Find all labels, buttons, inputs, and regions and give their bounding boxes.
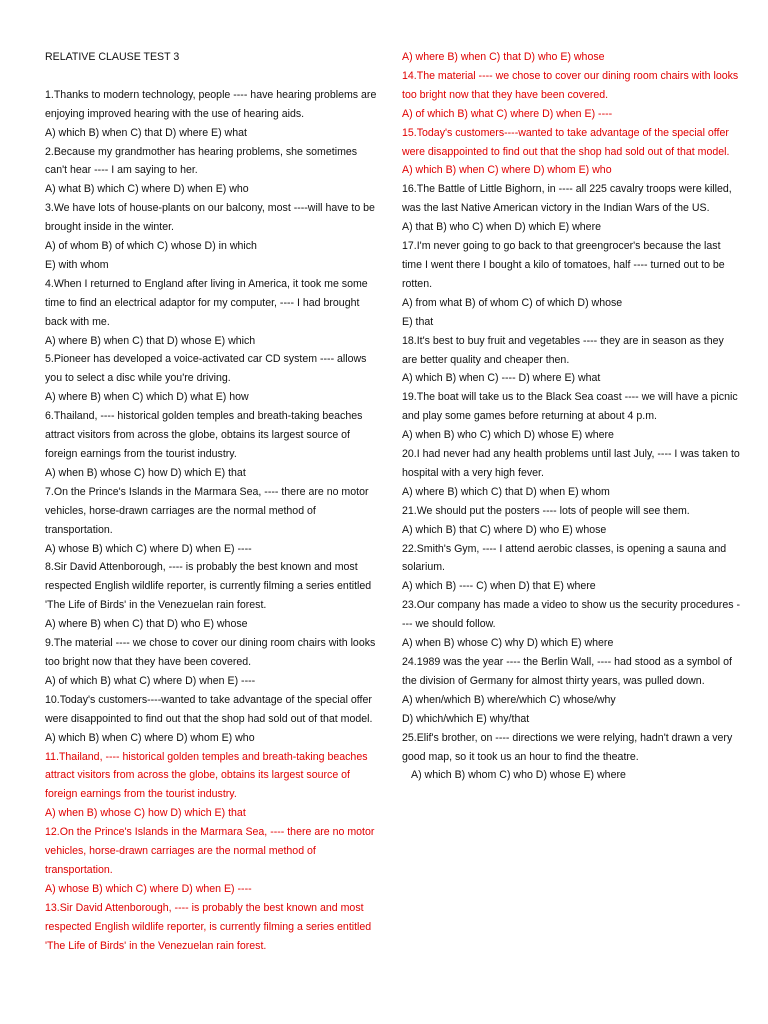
answer-options: A) of whom B) of which C) whose D) in which: [45, 240, 257, 253]
answer-options: A) which B) whom C) who D) whose E) where: [411, 769, 626, 782]
question-text: 4.When I returned to England after living in America, it took me some time to find an electrical adaptor for my computer, ---- I had brought back with me.: [45, 277, 368, 328]
answer-options: A) from what B) of whom C) of which D) whose: [402, 296, 623, 309]
answer-options: A) when B) whose C) how D) which E) that: [45, 466, 246, 479]
question-text: 15.Today's customers----wanted to take advantage of the special offer were disappointed to find out that the shop had sold out of that model.: [402, 126, 730, 158]
question-text: 7.On the Prince's Islands in the Marmara Sea, ---- there are no motor vehicles, horse-drawn carriages are the normal method of transportation.: [45, 485, 369, 536]
answer-options: A) whose B) which C) where D) when E) ----: [45, 882, 252, 895]
answer-options: A) which B) when C) that D) where E) what: [45, 126, 247, 139]
answer-options: A) which B) that C) where D) who E) whose: [402, 523, 607, 536]
answer-options: A) whose B) which C) where D) when E) ----: [45, 542, 252, 555]
question-text: 19.The boat will take us to the Black Sea coast ---- we will have a picnic and play some games before returning at about 4 p.m.: [402, 391, 738, 423]
page-title: RELATIVE CLAUSE TEST 3: [45, 51, 180, 63]
question-text: 12.On the Prince's Islands in the Marmara Sea, ---- there are no motor vehicles, horse-drawn carriages are the normal method of transportation.: [45, 826, 375, 876]
answer-options: D) which/which E) why/that: [402, 712, 530, 725]
question-text: 17.I'm never going to go back to that greengrocer's because the last time I went there I bought a kilo of tomatoes, half ---- turned out to be rotten.: [402, 240, 725, 290]
question-text: 16.The Battle of Little Bighorn, in ---- all 225 cavalry troops were killed, was the last Native American victory in the Indian Wars of the US.: [402, 183, 732, 215]
question-text: 20.I had never had any health problems until last July, ---- I was taken to hospital with a very high fever.: [402, 448, 740, 479]
question-text: 23.Our company has made a video to show us the security procedures ---- we should follow.: [402, 599, 740, 631]
answer-options: A) when B) who C) which D) whose E) where: [402, 429, 614, 442]
answer-options: A) of which B) what C) where D) when E) ----: [402, 107, 613, 120]
answer-options: A) of which B) what C) where D) when E) ----: [45, 674, 256, 687]
question-text: 8.Sir David Attenborough, ---- is probably the best known and most respected English wildlife reporter, is currently filming a series entitled 'The Life of Birds' in the Venezuelan rain forest.: [45, 561, 372, 612]
right-column: [402, 48, 742, 785]
question-text: 14.The material ---- we chose to cover our dining room chairs with looks too bright now that they have been covered.: [402, 69, 739, 101]
question-text: 22.Smith's Gym, ---- I attend aerobic classes, is opening a sauna and solarium.: [402, 542, 727, 574]
answer-options: A) where B) when C) that D) who E) whose: [402, 51, 605, 63]
question-text: 25.Elif's brother, on ---- directions we were relying, hadn't drawn a very good map, so it took us an hour to find the theatre.: [402, 731, 733, 763]
question-text: 10.Today's customers----wanted to take advantage of the special offer were disappointed to find out that the shop had sold out of that model.: [45, 693, 373, 725]
question-text: 5.Pioneer has developed a voice-activated car CD system ---- allows you to select a disc while you're driving.: [45, 353, 367, 385]
question-text: 3.We have lots of house-plants on our balcony, most ----will have to be brought inside in the winter.: [45, 202, 375, 234]
question-text: 9.The material ---- we chose to cover our dining room chairs with looks too bright now that they have been covered.: [45, 637, 376, 668]
question-text: 13.Sir David Attenborough, ---- is probably the best known and most respected English wildlife reporter, is currently filming a series entitled 'The Life of Birds' in the Venezuelan rain forest.: [45, 901, 372, 952]
answer-options: E) with whom: [45, 258, 109, 271]
question-text: 11.Thailand, ---- historical golden temples and breath-taking beaches attract visitors from across the globe, obtains its largest source of foreign earnings from the tourist industry.: [45, 750, 368, 801]
answer-options: A) which B) when C) where D) whom E) who: [402, 164, 612, 177]
question-text: 24.1989 was the year ---- the Berlin Wall, ---- had stood as a symbol of the division of Germany for almost thirty years, was pulled down.: [402, 656, 732, 687]
answer-options: E) that: [402, 315, 434, 328]
answer-options: A) where B) when C) which D) what E) how: [45, 391, 249, 404]
question-text: 6.Thailand, ---- historical golden temples and breath-taking beaches attract visitors from across the globe, obtains its largest source of foreign earnings from the tourist industry.: [45, 410, 363, 461]
answer-options: A) where B) which C) that D) when E) whom: [402, 485, 610, 498]
question-text: 2.Because my grandmother has hearing problems, she sometimes can't hear ---- I am saying to her.: [45, 145, 358, 177]
answer-options: A) which B) ---- C) when D) that E) where: [402, 580, 596, 593]
left-question-list: [45, 86, 379, 956]
answer-options: A) where B) when C) that D) whose E) which: [45, 334, 256, 347]
answer-options: A) that B) who C) when D) which E) where: [402, 221, 601, 234]
answer-options: A) where B) when C) that D) who E) whose: [45, 618, 248, 631]
answer-options: A) when B) whose C) how D) which E) that: [45, 807, 246, 820]
answer-options: A) which B) when C) where D) whom E) who: [45, 731, 255, 744]
left-column: [45, 48, 379, 955]
answer-options: A) when B) whose C) why D) which E) where: [402, 637, 614, 650]
question-text: 21.We should put the posters ---- lots of people will see them.: [402, 504, 690, 517]
right-question-list: [402, 48, 742, 785]
question-text: 18.It's best to buy fruit and vegetables ---- they are in season as they are better quality and cheaper then.: [402, 334, 724, 366]
question-text: 1.Thanks to modern technology, people ---- have hearing problems are enjoying improved hearing with the use of hearing aids.: [45, 88, 377, 120]
answer-options: A) what B) which C) where D) when E) who: [45, 183, 249, 196]
answer-options: A) when/which B) where/which C) whose/why: [402, 693, 616, 706]
answer-options: A) which B) when C) ---- D) where E) what: [402, 372, 601, 385]
